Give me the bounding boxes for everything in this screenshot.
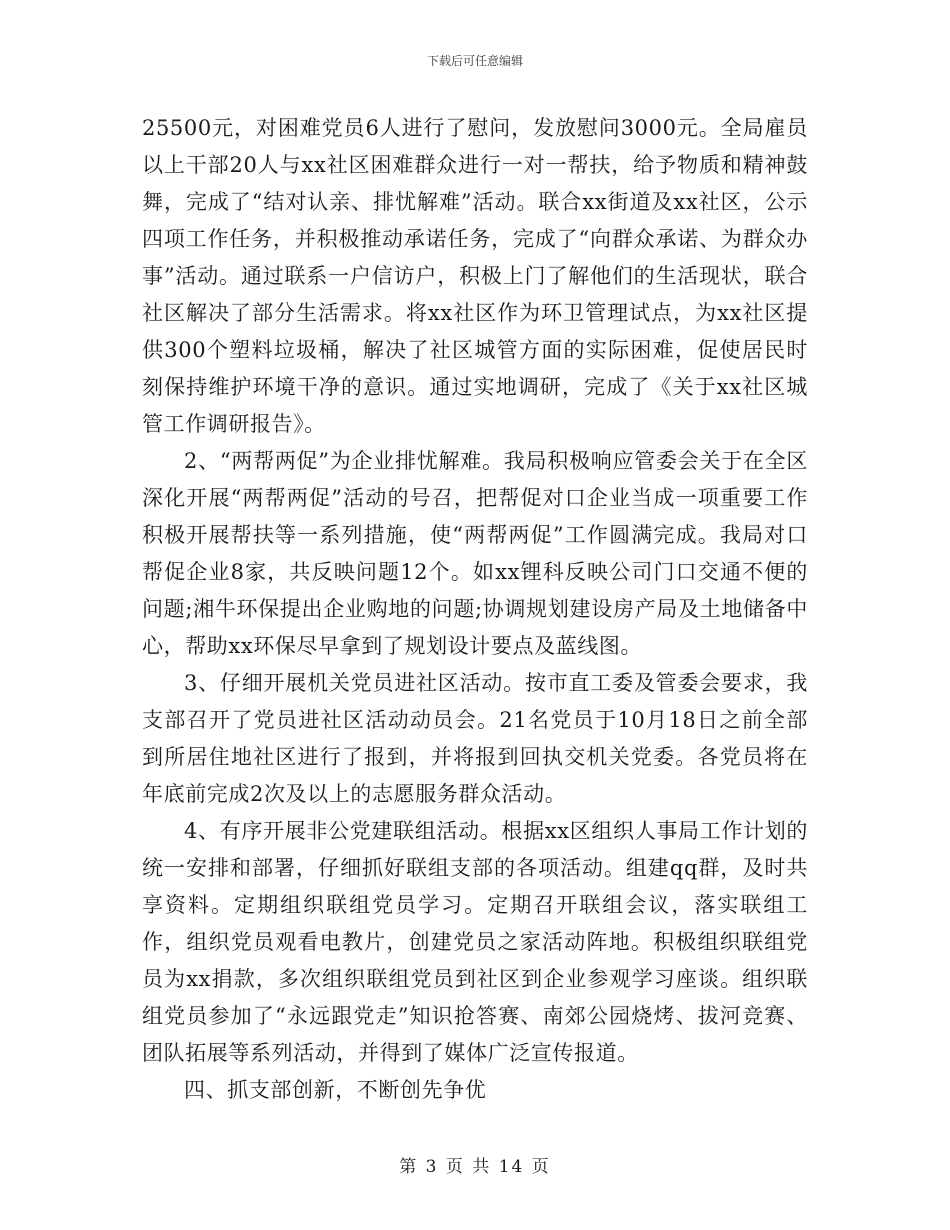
paragraph-2: 2、“两帮两促”为企业排忧解难。我局积极响应管委会关于在全区深化开展“两帮两促”活动的号召，把帮促对口企业当成一项重要工作积极开展帮扶等一系列措施，使“两帮两促”工作圆满完成。我局对口帮促企业8家，共反映问题12个。如xx锂科反映公司门口交通不便的问题;湘牛环保提出企业购地的问题;协调规划建设房产局及土地储备中心，帮助xx环保尽早拿到了规划设计要点及蓝线图。 [142,449,808,658]
section-heading: 四、抓支部创新，不断创先争优 [184,1078,487,1102]
document-body [142,110,808,1109]
page-header: 下载后可任意编辑 [426,54,523,68]
paragraph-4: 4、有序开展非公党建联组活动。根据xx区组织人事局工作计划的统一安排和部署，仔细抓好联组支部的各项活动。组建qq群，及时共享资料。定期组织联组党员学习。定期召开联组会议，落实联组工作，组织党员观看电教片，创建党员之家活动阵地。积极组织联组党员为xx捐款，多次组织联组党员到社区到企业参观学习座谈。组织联组党员参加了“永远跟党走”知识抢答赛、南郊公园烧烤、拔河竞赛、团队拓展等系列活动，并得到了媒体广泛宣传报道。 [142,819,808,1065]
paragraph-3: 3、仔细开展机关党员进社区活动。按市直工委及管委会要求，我支部召开了党员进社区活动动员会。21名党员于10月18日之前全部到所居住地社区进行了报到，并将报到回执交机关党委。各党员将在年底前完成2次及以上的志愿服务群众活动。 [142,671,808,806]
page-number-footer: 第 3 页 共 14 页 [399,1157,551,1177]
paragraph-1: 25500元，对困难党员6人进行了慰问，发放慰问3000元。全局雇员以上干部20人与xx社区困难群众进行一对一帮扶，给予物质和精神鼓舞，完成了“结对认亲、排忧解难”活动。联合xx街道及xx社区，公示四项工作任务，并积极推动承诺任务，完成了“向群众承诺、为群众办事”活动。通过联系一户信访户，积极上门了解他们的生活现状，联合社区解决了部分生活需求。将xx社区作为环卫管理试点，为xx社区提供300个塑料垃圾桶，解决了社区城管方面的实际困难，促使居民时刻保持维护环境干净的意识。通过实地调研，完成了《关于xx社区城管工作调研报告》。 [142,116,808,436]
